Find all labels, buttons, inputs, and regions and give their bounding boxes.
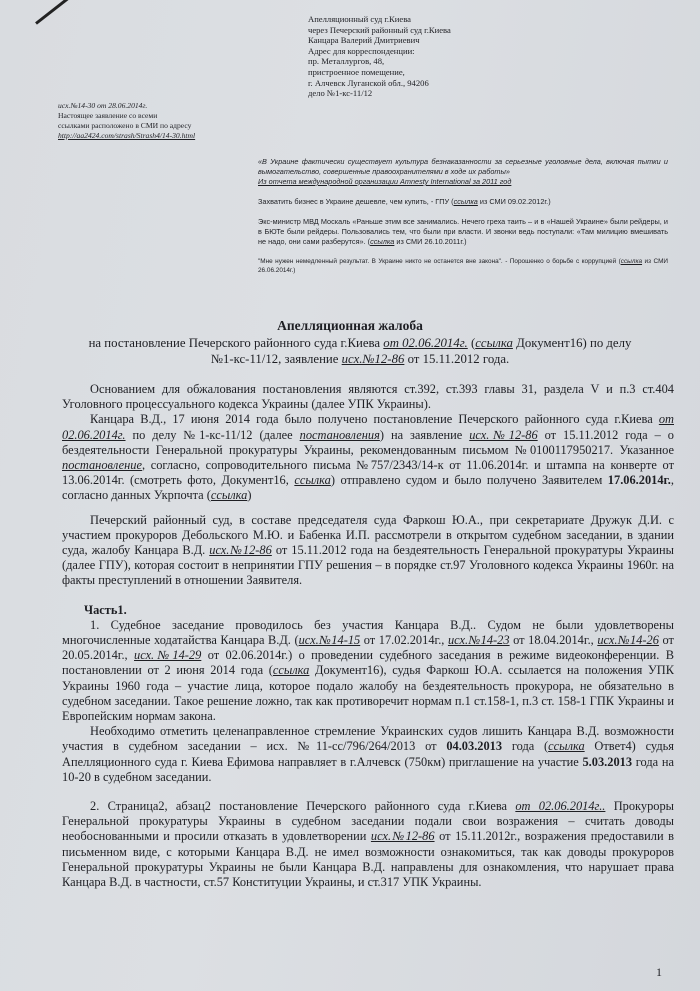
ref-link[interactable]: исх.№12-86 <box>370 829 435 844</box>
text: Прокуроры Генеральной прокуратуры Украины в судебном заседании подали свои возражения – считать доводы необоснованными и просили отказать в удовлетворении <box>62 799 674 844</box>
text: от 17.02.2014г., <box>360 633 448 648</box>
addressee-line: Адрес для корреспонденции: <box>308 45 415 56</box>
ref-link[interactable]: исх.№14-29 <box>134 648 202 663</box>
text: ) <box>247 488 252 503</box>
quote-text: из СМИ 26.10.2011г.) <box>394 237 467 246</box>
doc-link[interactable]: ссылка <box>210 488 248 503</box>
paragraph-receipt <box>62 412 674 503</box>
ref-link[interactable]: исх.№14-15 <box>298 633 361 648</box>
date-ref: от 02.06.2014г. <box>62 412 674 442</box>
outgoing-number: исх.№14-30 от 28.06.2014г. <box>58 101 148 110</box>
text: Ответ4) судья Апелляционного суда г. Киева Ефимова направляет в г.Алчевск (750км) приглашение на участие <box>62 739 674 769</box>
addressee-line: пристроенное помещение, <box>308 66 405 77</box>
outgoing-url-link[interactable]: http://aa2424.com/strash/Strash4/14-30.html <box>58 131 196 140</box>
bold-date: 5.03.2013 <box>582 754 633 769</box>
outgoing-note: ссылками расположено в СМИ по адресу <box>58 121 192 130</box>
paragraph-grounds: Основанием для обжалования постановления являются ст.392, ст.393 главы 31, раздела V и п.3 ст.404 Уголовного процессуального кодекса Украины (далее УПК Украины). <box>62 382 674 412</box>
quote-amnesty <box>258 157 668 187</box>
quote-moskal <box>258 217 668 247</box>
quote-poroshenko <box>258 257 668 275</box>
spacer <box>62 785 674 799</box>
spacer <box>62 504 674 513</box>
document-subtitle <box>80 335 640 367</box>
text: от 18.04.2014г., <box>509 633 598 648</box>
addressee-line: г. Алчевск Луганской обл., 94206 <box>308 77 429 88</box>
text: от 15.11.2012 года – о бездеятельности Генеральной прокуратуры Украины, рекомендованным письмом №0100117950217. Указанное <box>62 427 674 457</box>
outgoing-reference <box>58 101 288 141</box>
paragraph-court <box>62 513 674 589</box>
text: , согласно, сопроводительного письма №757/2343/14-к от 11.06.2014г. и штампа на конверте от 13.06.2014г. (смотреть фото, Документ16, <box>62 458 674 488</box>
addressee-line: Апелляционный суд г.Киева <box>308 14 411 24</box>
text: от 20.05.2014г., <box>62 633 674 663</box>
pen-stroke <box>35 0 70 25</box>
quote-link[interactable]: ссылка <box>453 197 478 206</box>
text: от 15.11.2012г., возражения предоставили в письменном виде, с которыми Канцара В.Д. не имел возможности ознакомиться, так как доводы прокуроров Генеральной прокуратуры Украины не были Канцара В.Д. направлены для ознакомления, что нарушает права Канцара В.Д. в частности, ст.57 Конституции Украины, и ст.317 УПК Украины. <box>62 829 674 890</box>
quote-link[interactable]: ссылка <box>620 258 643 265</box>
subtitle-text: ( <box>467 336 476 350</box>
doc-link[interactable]: постановление <box>62 458 142 473</box>
text: Печерский районный суд, в составе председателя суда Фаркош Ю.А., при секретариате Дружук Д.И. с участием прокуроров Дебольского М.Ю. и Бабенка И.П. рассмотрели в открытом судебном заседании, в здании суда, жалобу Канцара В.Д. <box>62 512 674 558</box>
quote-text: из СМИ 26.06.2014г.) <box>258 258 668 274</box>
subtitle-text: Документ16) по делу №1-кс-11/12, заявление <box>210 336 632 366</box>
quote-text: Захватить бизнес в Украине дешевле, чем купить, - ГПУ ( <box>258 197 454 206</box>
text: от 02.06.2014г.) о проведении судебного заседания в режиме видеоконференции. В постановлении от 2 июня 2014 года ( <box>62 648 674 678</box>
doc-link[interactable]: ссылка <box>548 739 585 754</box>
addressee-line: пр. Металлургов, 48, <box>308 56 385 67</box>
doc-link[interactable]: постановления <box>299 427 380 442</box>
quote-text: из СМИ 09.02.2012г.) <box>477 197 551 206</box>
paragraph-point2 <box>62 799 674 890</box>
outgoing-note: Настоящее заявление со всеми <box>58 111 158 120</box>
epigraph-quotes <box>258 157 668 285</box>
doc-link[interactable]: ссылка <box>475 336 513 350</box>
ref-link[interactable]: исх.№12-86 <box>341 352 405 366</box>
quote-text: "Мне нужен немедленный результат. В Украине никто не останется вне закона". - Порошенко о борьбе с коррупцией ( <box>258 258 621 265</box>
document-title: Апелляционная жалоба <box>277 318 423 333</box>
date-ref: от 02.06.2014г. <box>383 336 468 350</box>
text: от 15.11.2012 года на бездеятельность Генеральной прокуратуры Украины (далее ГПУ), которая состоит в непринятии ГПУ решения – в порядке ст.97 Уголовного кодекса Украины 1960г. на факты преступлений в отношении Заявителя. <box>62 543 674 588</box>
page-number: 1 <box>656 965 662 979</box>
section-heading: Часть1. <box>84 602 127 617</box>
quote-source: Из отчета международной организации Amnesty International за 2011 год <box>258 177 512 186</box>
text: Канцара В.Д., 17 июня 2014 года было получено постановление Печерского районного суда г.Киева <box>90 412 659 427</box>
addressee-line: дело №1-кс-11/12 <box>308 88 373 99</box>
addressee-line: Канцара Валерий Дмитриевич <box>308 35 420 46</box>
bold-date: 04.03.2013 <box>446 739 503 754</box>
quote-link[interactable]: ссылка <box>370 237 395 246</box>
doc-link[interactable]: ссылка <box>272 663 310 678</box>
text: Документ16), судья Фаркош Ю.А. ссылается на положения УПК Украины 1960 года – участие лица, которое подало жалобу на бездеятельность прокурора, не обязательно в судебном заседании. Такое решение ложно, так как противоречит нормам п.1 ст.158-1, п.3 ст. 158-1 ГПК Украины и Европейским нормам закона. <box>62 663 674 724</box>
bold-date: 17.06.2014г. <box>607 473 671 488</box>
doc-link[interactable]: ссылка <box>294 473 331 488</box>
paragraph-point1 <box>62 618 674 724</box>
ref-link[interactable]: исх.№14-26 <box>597 633 659 648</box>
text: ) на заявление <box>379 427 470 442</box>
ref-link[interactable]: исх.№12-86 <box>469 427 538 442</box>
ref-link[interactable]: исх.№14-23 <box>447 633 510 648</box>
text: 2. Страница2, абзац2 постановление Печерского районного суда г.Киева <box>90 799 516 814</box>
date-ref: от 02.06.2014г.. <box>515 799 606 814</box>
text: года ( <box>502 739 549 754</box>
addressee-line: через Печерский районный суд г.Киева <box>308 24 451 35</box>
text: ) отправлено судом и было получено Заявителем <box>330 473 608 488</box>
document-body <box>62 382 674 890</box>
quote-gpu <box>258 197 668 207</box>
addressee-block <box>308 14 638 99</box>
spacer <box>62 589 674 603</box>
subtitle-text: от 15.11.2012 года. <box>404 352 510 366</box>
quote-text: «В Украине фактически существует культура безнаказанности за серьезные уголовные дела, включая пытки и вымогательство, совершенные правоохранителями в ходе их работы» <box>258 157 668 176</box>
text: , согласно данных Укрпочта ( <box>62 473 674 503</box>
quote-text: Экс-министр МВД Москаль «Раньше этим все занимались. Нечего греха таить – и в «Нашей Украине» были рейдеры, и в БЮТе были рейдеры. Пользовались тем, что были при власти. И звонки ведь поступали: «Там милицию вмешивать не надо, они сами разберутся». ( <box>258 217 668 246</box>
subtitle-text: на постановление Печерского районного суда г.Киева <box>88 336 384 350</box>
text: года на 10-20 в судебном заседании. <box>62 754 674 784</box>
ref-link[interactable]: исх.№12-86 <box>209 543 272 558</box>
text: по делу №1-кс-11/12 (далее <box>125 427 300 442</box>
text: 1. Судебное заседание проводилось без участия Канцара В.Д.. Судом не были удовлетворены многочисленные ходатайства Канцара В.Д. ( <box>62 617 674 648</box>
text: Необходимо отметить целенаправленное стремление Украинских судов лишить Канцара В.Д. возможности участия в судебном заседании – исх. №11-сс/796/264/2013 от <box>62 724 674 754</box>
paragraph-note <box>62 724 674 785</box>
